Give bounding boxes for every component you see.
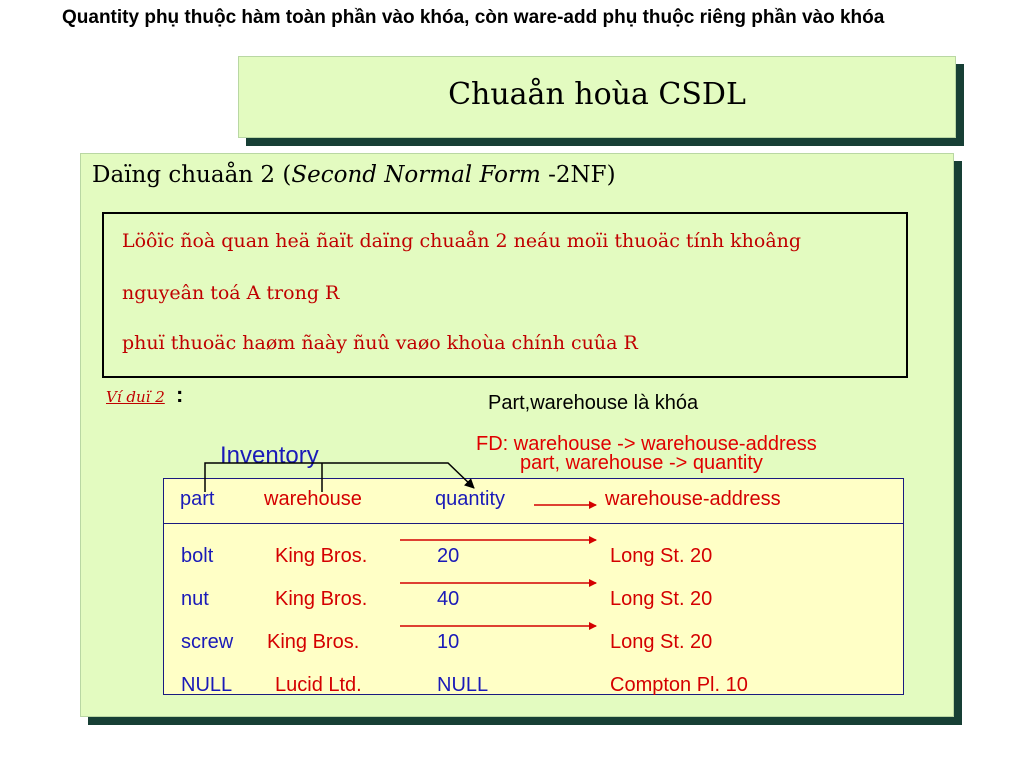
- example-colon: :: [176, 382, 184, 407]
- functional-dependency-1: FD: warehouse -> warehouse-address: [476, 433, 817, 455]
- functional-dependency-2: part, warehouse -> quantity: [520, 452, 763, 474]
- cell-quantity: NULL: [437, 674, 489, 696]
- column-header-warehouse-address: warehouse-address: [605, 488, 781, 510]
- key-statement: Part,warehouse là khóa: [488, 392, 699, 414]
- definition-line-1: Löôïc ñoà quan heä ñaït daïng chuaån 2 neáu moïi thuoäc tính khoâng: [122, 230, 802, 252]
- cell-quantity: 20: [437, 545, 460, 567]
- cell-part: bolt: [181, 545, 214, 567]
- cell-warehouse: King Bros.: [267, 631, 360, 653]
- cell-warehouse-address: Compton Pl. 10: [610, 674, 748, 696]
- heading-prefix: Daïng chuaån 2 (: [92, 162, 292, 188]
- cell-part: NULL: [181, 674, 233, 696]
- definition-line-3: phuï thuoäc haøm ñaày ñuû vaøo khoùa chính cuûa R: [122, 332, 638, 354]
- cell-warehouse: King Bros.: [275, 545, 368, 567]
- heading-italic: Second Normal Form: [291, 162, 549, 188]
- cell-warehouse-address: Long St. 20: [610, 545, 713, 567]
- cell-warehouse: Lucid Ltd.: [275, 674, 362, 696]
- definition-line-2: nguyeân toá A trong R: [122, 282, 340, 304]
- cell-quantity: 10: [437, 631, 460, 653]
- column-header-part: part: [180, 488, 215, 510]
- top-note: Quantity phụ thuộc hàm toàn phần vào khóa, còn ware-add phụ thuộc riêng phần vào khóa: [62, 7, 885, 28]
- cell-part: screw: [181, 631, 234, 653]
- fd-bracket-arrow: [205, 463, 474, 492]
- cell-warehouse-address: Long St. 20: [610, 588, 713, 610]
- cell-part: nut: [181, 588, 209, 610]
- cell-warehouse-address: Long St. 20: [610, 631, 713, 653]
- example-label: Ví duï 2: [106, 388, 165, 406]
- relation-name: Inventory: [220, 442, 319, 469]
- column-header-warehouse: warehouse: [264, 488, 362, 510]
- cell-quantity: 40: [437, 588, 460, 610]
- column-header-quantity: quantity: [435, 488, 506, 510]
- slide-title: Chuaån hoùa CSDL: [448, 77, 746, 112]
- cell-warehouse: King Bros.: [275, 588, 368, 610]
- heading-suffix: -2NF): [548, 162, 616, 188]
